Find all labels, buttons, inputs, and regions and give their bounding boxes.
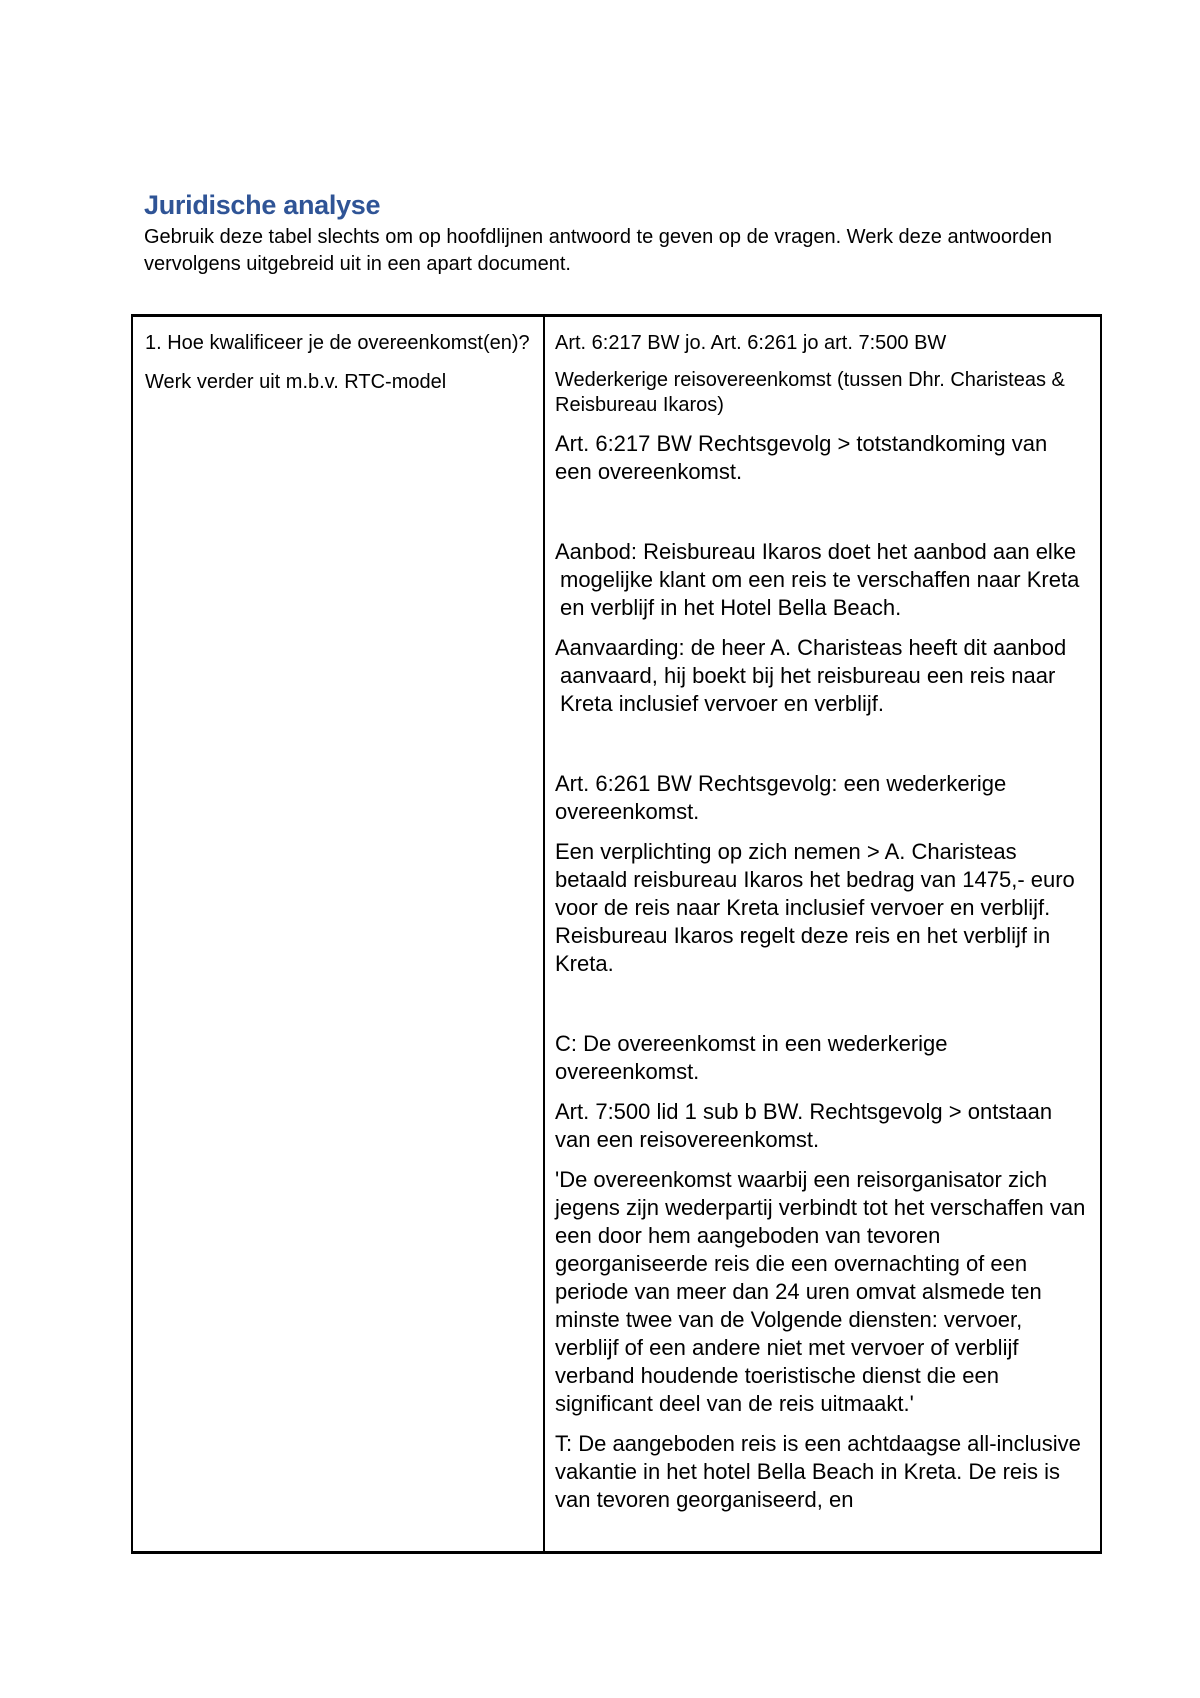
answer-aanbod: Aanbod: Reisbureau Ikaros doet het aanbod aan elke mogelijke klant om een reis te verschaffen naar Kreta en verblijf in het Hotel Bella Beach. — [555, 539, 1080, 620]
intro-paragraph: Gebruik deze tabel slechts om op hoofdlijnen antwoord te geven op de vragen. Werk deze antwoorden vervolgens uitgebreid uit in een apart document. — [144, 226, 1052, 275]
answer-qualification: Wederkerige reisovereenkomst (tussen Dhr. Charisteas & Reisbureau Ikaros) — [555, 369, 1065, 416]
table-row — [132, 316, 1101, 1553]
answer-art-6-261: Art. 6:261 BW Rechtsgevolg: een wederkerige overeenkomst. — [555, 771, 1007, 824]
spacer — [555, 990, 1088, 1030]
answer-cell — [544, 316, 1101, 1553]
question-instruction: Werk verder uit m.b.v. RTC-model — [145, 371, 447, 393]
answer-articles: Art. 6:217 BW jo. Art. 6:261 jo art. 7:500 BW — [555, 332, 947, 354]
spacer — [555, 498, 1088, 538]
answer-conclusion-c: C: De overeenkomst in een wederkerige overeenkomst. — [555, 1031, 948, 1084]
answer-quote: 'De overeenkomst waarbij een reisorganisator zich jegens zijn wederpartij verbindt tot het verschaffen van een door hem aangeboden van tevoren georganiseerde reis die een overnachting of een periode van meer dan 24 uren omvat alsmede ten minste twee van de Volgende diensten: vervoer, verblijf of een andere niet met vervoer of verblijf verband houdende toeristische dienst die een significant deel van de reis uitmaakt.' — [555, 1167, 1086, 1416]
answer-toepassing-t: T: De aangeboden reis is een achtdaagse all-inclusive vakantie in het hotel Bella Beach in Kreta. De reis is van tevoren georganiseerd, en — [555, 1431, 1081, 1512]
answer-art-7-500: Art. 7:500 lid 1 sub b BW. Rechtsgevolg > ontstaan van een reisovereenkomst. — [555, 1099, 1053, 1152]
analysis-table — [131, 314, 1102, 1554]
question-cell — [132, 316, 544, 1553]
section-heading: Juridische analyse — [144, 190, 381, 220]
spacer — [555, 730, 1088, 770]
answer-art-6-217: Art. 6:217 BW Rechtsgevolg > totstandkoming van een overeenkomst. — [555, 431, 1048, 484]
answer-aanvaarding: Aanvaarding: de heer A. Charisteas heeft dit aanbod aanvaard, hij boekt bij het reisbureau een reis naar Kreta inclusief vervoer en verblijf. — [555, 635, 1067, 716]
answer-verplichting: Een verplichting op zich nemen > A. Charisteas betaald reisbureau Ikaros het bedrag van 1475,- euro voor de reis naar Kreta inclusief vervoer en verblijf. Reisbureau Ikaros regelt deze reis en het verblijf in Kreta. — [555, 839, 1075, 976]
question-text: 1. Hoe kwalificeer je de overeenkomst(en)? — [145, 332, 530, 354]
